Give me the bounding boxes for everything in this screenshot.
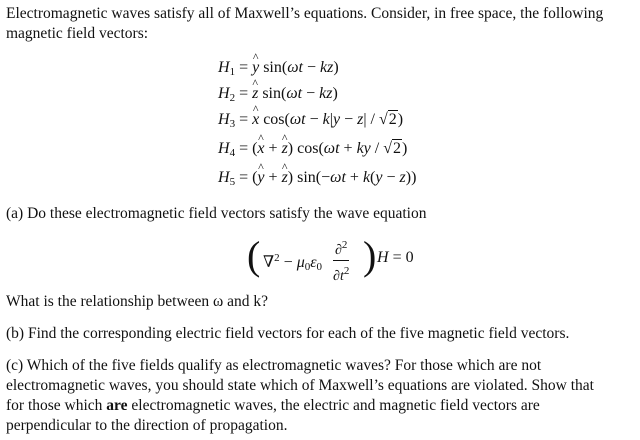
- right-paren: ): [363, 233, 377, 278]
- part-a-text: (a) Do these electromagnetic field vectors satisfy the wave equation: [6, 205, 427, 222]
- equation-rhs: H = 0: [377, 249, 414, 266]
- intro-line-2: magnetic field vectors:: [6, 25, 149, 42]
- part-c-line-1: (c) Which of the five fields qualify as electromagnetic waves? For those which are not: [6, 357, 542, 374]
- equation-h2: $H_2$ = ^ z sin(ωt − kz): [218, 84, 338, 108]
- part-c-line-3: [6, 396, 540, 416]
- part-c-line-3-post: electromagnetic waves, the electric and magnetic field vectors are: [131, 397, 540, 414]
- part-a-question: What is the relationship between ω and k?: [6, 293, 268, 310]
- equation-h3: $H_3$ = ^ x cos(ωt − k|y − z| / √2): [218, 110, 403, 134]
- part-c-line-3-bold: are: [106, 397, 128, 414]
- left-paren: (: [247, 233, 261, 278]
- part-c-line-4: perpendicular to the direction of propagation.: [6, 417, 288, 434]
- equation-h1: $H_1$ = ^ y sin(ωt − kz): [218, 58, 339, 82]
- equation-h5: $H_5$ = (^ y + ^ z) sin(−ωt + k(y − z)): [218, 168, 416, 192]
- laplacian-term: $\nabla^2 - \mu_0\varepsilon_0$: [263, 252, 323, 273]
- intro-line-1: Electromagnetic waves satisfy all of Maxwell’s equations. Consider, in free space, the following: [6, 5, 604, 22]
- wave-equation: [247, 233, 427, 284]
- part-c-line-3-pre: for those which: [6, 397, 103, 414]
- time-derivative-fraction: $\frac{\partial^2}{\partial t^2}$: [333, 236, 349, 287]
- part-b-text: (b) Find the corresponding electric field vectors for each of the five magnetic field vectors.: [6, 325, 570, 342]
- equation-h4: $H_4$ = (^ x + ^ z) cos(ωt + ky / √2): [218, 139, 407, 163]
- part-c-line-2: electromagnetic waves, you should state which of Maxwell’s equations are violated. Show that: [6, 377, 594, 394]
